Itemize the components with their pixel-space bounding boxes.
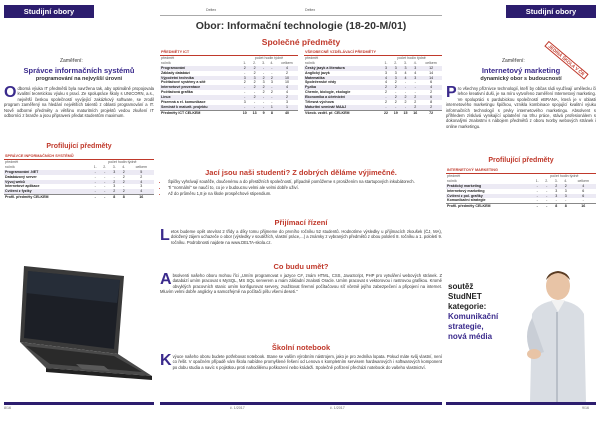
left-title: Správce informačních systémů	[23, 66, 135, 75]
left-banner: Studijní obory	[4, 5, 94, 18]
list-item: • Ti "normální" se naučí to, co je v budoucnu velmi ale velmi dobře uživí.	[168, 185, 450, 191]
ribbon-text: JEDINÁ ŠKOLA V ČR	[545, 41, 589, 79]
right-zamereni-label: Zaměření:	[502, 58, 525, 64]
table-row: Programování 2 2 - - 4	[160, 66, 298, 71]
admission-text: Letos budeme opět otevírat 2 třídy a díky tomu přijmeme do prvního ročníku 52 studentů. Hodnotíme výsledky u přijímacích zkoušek (ČJ, MA), doložený zájem uchazeče o obor (výsledky v soutěžích, vlastní práce,...) a známky z vybraných předmětů z obou pololetí 8. ročníku a 1. pololetí 9. ročníku. Podrobnosti najdete na www.DELTA-skola.cz.	[160, 227, 442, 245]
ict-subjects-table: PŘEDMĚTY ICT předmět počet hodin týdně ročník 1. 2. 3. 4. celkem Programování 2 2 - - 4 Základy databází - 2 - - 2 Výpočetní technika 3 3 2 2 10 Počítačové systémy a sítě 2 2 3 3 10 Internetové prezentace - 2 2 - 4 Počítačová grafika - - 2 2 4 Linux - 2 - - 2 Písemná a el. komunikace 3 - - - 3 Seminář k maturit. projektu - - - 1 1 Předměty ICT CELKEM 10 13 9 8 40	[160, 50, 298, 116]
table-row: Seminář k maturit. projektu - - - 1 1	[160, 105, 298, 110]
left-intro: Odborná výuka IT předmětů byla navržena tak, aby optimálně propojovala kvalitní teoretickou výuku s praxí. Ze spolupráce školy s UNICORN, a.s., největší českou společností vyvíjející zakázkový software, se zrodil program zaměřený na hledání největších talentů z oblasti programování a IT. Nově odborné předměty a většinu maturitních projektů vedou zkušení IT odborníci z branže a jsou připraveni předat studentům maximum.	[4, 84, 154, 119]
table-row: Počítačová grafika - - 2 2 4	[161, 90, 288, 95]
general-subjects-table: VŠEOBECNĚ VZDĚLÁVACÍ PŘEDMĚTY předmět počet hodin týdně ročník 1. 2. 3. 4. celkem Český jazyk a literatura 3 3 3 3 12 Anglický jazyk 3 3 4 4 14 Matematika 4 3 4 3 14 Společenské vědy 4 2 - - 6 Fyzika 2 2 - - 4 Chemie, biologie, ekologie 2 - - - 2 Ekonomika a účetnictví - 2 2 2 6 Tělesná výchova 2 2 2 2 8 Maturitní seminář MAAJ - - - 2 2 Všeob. vzděl. př. CELKEM 22 19 15 16 72	[304, 50, 442, 116]
table-row: Český jazyk a literatura 3 3 3 3 12	[304, 66, 442, 71]
table-row: Databázový server - - - 2 2	[5, 174, 143, 179]
section-common-subjects: Společné předměty	[261, 37, 341, 47]
contest-line-2: StudNET	[448, 292, 482, 301]
right-title: Internetový marketing	[481, 66, 561, 75]
table-total-row: Předměty ICT CELKEM 10 13 9 8 40	[160, 110, 298, 115]
contest-category-3: nová média	[448, 332, 493, 341]
contest-callout	[448, 282, 518, 342]
list-item: • Až do průměru 1,8 je na škole prospěchové stipendium.	[168, 191, 450, 197]
table-row: Maturitní seminář MAAJ - - - 2 2	[304, 105, 442, 110]
contest-category-1: Komunikační	[448, 312, 499, 321]
left-bottom-bar	[4, 402, 154, 405]
left-dropcap: O	[4, 84, 17, 101]
left-profile-title: Profilující předměty	[46, 143, 112, 150]
page-title: Obor: Informační technologie (18-20-M/01)	[195, 20, 407, 32]
students-bullet-list	[160, 179, 450, 197]
right-subtitle: dynamický obor s budoucností	[480, 76, 562, 82]
table-row: Praktický marketing - - 2 2 4	[446, 184, 596, 189]
center-footer-right: č. 1/2017	[330, 406, 345, 410]
table-row: Internetové prezentace - 2 2 - 4	[160, 85, 298, 90]
table-row: Výpočetní technika 3 3 2 2 10	[160, 76, 298, 81]
right-bottom-bar	[446, 402, 596, 405]
notebook-dropcap: K	[160, 352, 172, 369]
skills-dropcap: A	[160, 271, 172, 288]
table-row: Cvičení z pol. grafiky - - 3 3 6	[446, 194, 596, 199]
table-row: Matematika 4 3 4 3 14	[304, 76, 442, 81]
table-row: Cvičení z fyziky - - 2 2 4	[4, 189, 154, 194]
section-admission: Přijímací řízení	[274, 218, 328, 227]
right-page-number: 9/16	[582, 406, 589, 410]
table-row: Písemná a el. komunikace 3 - - - 3	[161, 100, 288, 105]
contest-category-2: strategie,	[448, 322, 484, 331]
center-header-right: Deltex	[305, 8, 316, 12]
table-row: Komunikační strategie - - - - -	[447, 198, 584, 203]
admission-dropcap: L	[160, 227, 170, 244]
table-row: Internetové aplikace - - 3 - 3	[5, 184, 143, 189]
notebook-text: Kvýuce našeho oboru budete potřebovat notebook. Stane se vaším výrobním nástrojem, jako je pro zedníka lopata. Pokud máte svůj vlastní, není co řešit. V opačném případě vám škola nabídne promyšlené řešení od Lenova s kompletním servisem hardwarových i softwarových komponent po dobu studia a navíc s pojistkou proti nahodilému poškození nebo krádeži. Společně pořízení přecházi notebook do vašeho vlastnictví.	[160, 352, 442, 370]
table-row: Počítačové systémy a sítě 2 2 3 3 10	[161, 80, 289, 85]
center-footer-left: č. 1/2017	[230, 406, 245, 410]
student-photo	[518, 266, 596, 402]
table-row: Tělesná výchova 2 2 2 2 8	[305, 100, 433, 105]
table-total-row: Všeob. vzděl. př. CELKEM 22 19 15 16 72	[304, 110, 442, 115]
section-students: Jací jsou naši studenti? Z dobrých děláme výjimečné.	[205, 168, 397, 177]
table-row: Linux - 2 - - 2	[160, 95, 298, 100]
table-row: Základy databází - 2 - - 2	[161, 70, 288, 75]
contest-line-1: soutěž	[448, 282, 474, 291]
right-profile-title: Profilující předměty	[488, 157, 554, 164]
section-skills: Co budu umět?	[273, 262, 329, 271]
right-intro: Pro všechny příznivce technologií, kteří by občas rádi využívají umělecku či lehce kreativní duši, je na míru vytvořeno zaměření Internetový marketing. Ve spolupráci s pardubickou společností eBRANA, která je v oblasti internetového marketingu špičkou, vznikla kombinace spojující kvalitní výuku informačních technologií s prvky internetového marketingu. Absolvent s příhledem získává vynikající uplatnění na trhu práce, stává profesionálem s dokonalými znalostmi s nábojem předmětů z oboru tvorby webových stránek i online marketingu.	[446, 84, 596, 129]
center-bottom-bar	[160, 402, 442, 405]
right-dropcap: P	[446, 84, 457, 101]
contest-line-3: kategorie:	[448, 302, 487, 311]
section-notebook: Školní notebook	[271, 343, 331, 352]
left-profile-table: SPRÁVCE INFORMAČNÍCH SYSTÉMŮ předmět počet hodin týdně ročník 1. 2. 3. 4. celkem Programování .NET - - 3 2 5 Databázový server - - - 2 2 Vývoj webů - - 2 2 4 Internetové aplikace - - 3 - 3 Cvičení z fyziky - - 2 2 4 Profil. předměty CELKEM - - 8 8 16	[4, 154, 154, 200]
table-row: Internetový marketing - - 3 3 6	[447, 188, 585, 193]
left-subtitle: programování na nejvyšší úrovni	[35, 76, 123, 82]
skills-text: Absolventi našeho oboru mohou říci „Umím programovat v jazyce C#, znám HTML, CSS, JavaScript, PHP pro vytváření webových stránek. Z databází umím pracovat s MySQL, MS SQL serverem a mám základní znalosti Oracle. Umím pracovat s vektorovou i rastrovou grafikou. Kromě obvyklých pracovních stanic umím konfigurovat servery, zvažitovat firemní počítačovou síť včetně jejího zabezpečení a připojení na internet. Mluvím velmi dobře anglicky a samozřejmě na počítači píšu všemi deseti."	[160, 271, 442, 295]
table-total-row: Profil. předměty CELKEM - - 8 8 16	[4, 195, 154, 200]
right-banner: Studijní obory	[506, 5, 596, 18]
center-header-left: Deltex	[206, 8, 217, 12]
table-row: Společenské vědy 4 2 - - 6	[305, 80, 433, 85]
center-top-rule	[160, 15, 442, 16]
table-row: Ekonomika a účetnictví - 2 2 2 6	[304, 95, 442, 100]
right-profile-table: INTERNETOVÝ MARKETING předmět počet hodin týdně ročník 1. 2. 3. 4. celkem Praktický marketing - - 2 2 4 Internetový marketing - - 3 3 6 Cvičení z pol. grafiky - - 3 3 6 Komunikační strategie - - - - - Profil. předměty CELKEM - - 8 8 16	[446, 168, 596, 209]
table-row: Fyzika 2 2 - - 4	[304, 85, 442, 90]
laptop-image	[6, 258, 154, 398]
table-row: Anglický jazyk 3 3 4 4 14	[305, 70, 434, 75]
left-page-number: 8/16	[4, 406, 11, 410]
table-row: Programování .NET - - 3 2 5	[4, 170, 154, 175]
list-item: • Špičky vyhrávají soutěže, doučenému a do přestižních společností, případně pomůžeme s prorážením na startupových inkubátorech.	[168, 179, 450, 185]
table-row: Vývoj webů - - 2 2 4	[4, 180, 154, 185]
table-total-row: Profil. předměty CELKEM - - 8 8 16	[446, 204, 596, 209]
table-row: Chemie, biologie, ekologie 2 - - - 2	[305, 90, 433, 95]
left-zamereni-label: Zaměření:	[60, 58, 83, 64]
